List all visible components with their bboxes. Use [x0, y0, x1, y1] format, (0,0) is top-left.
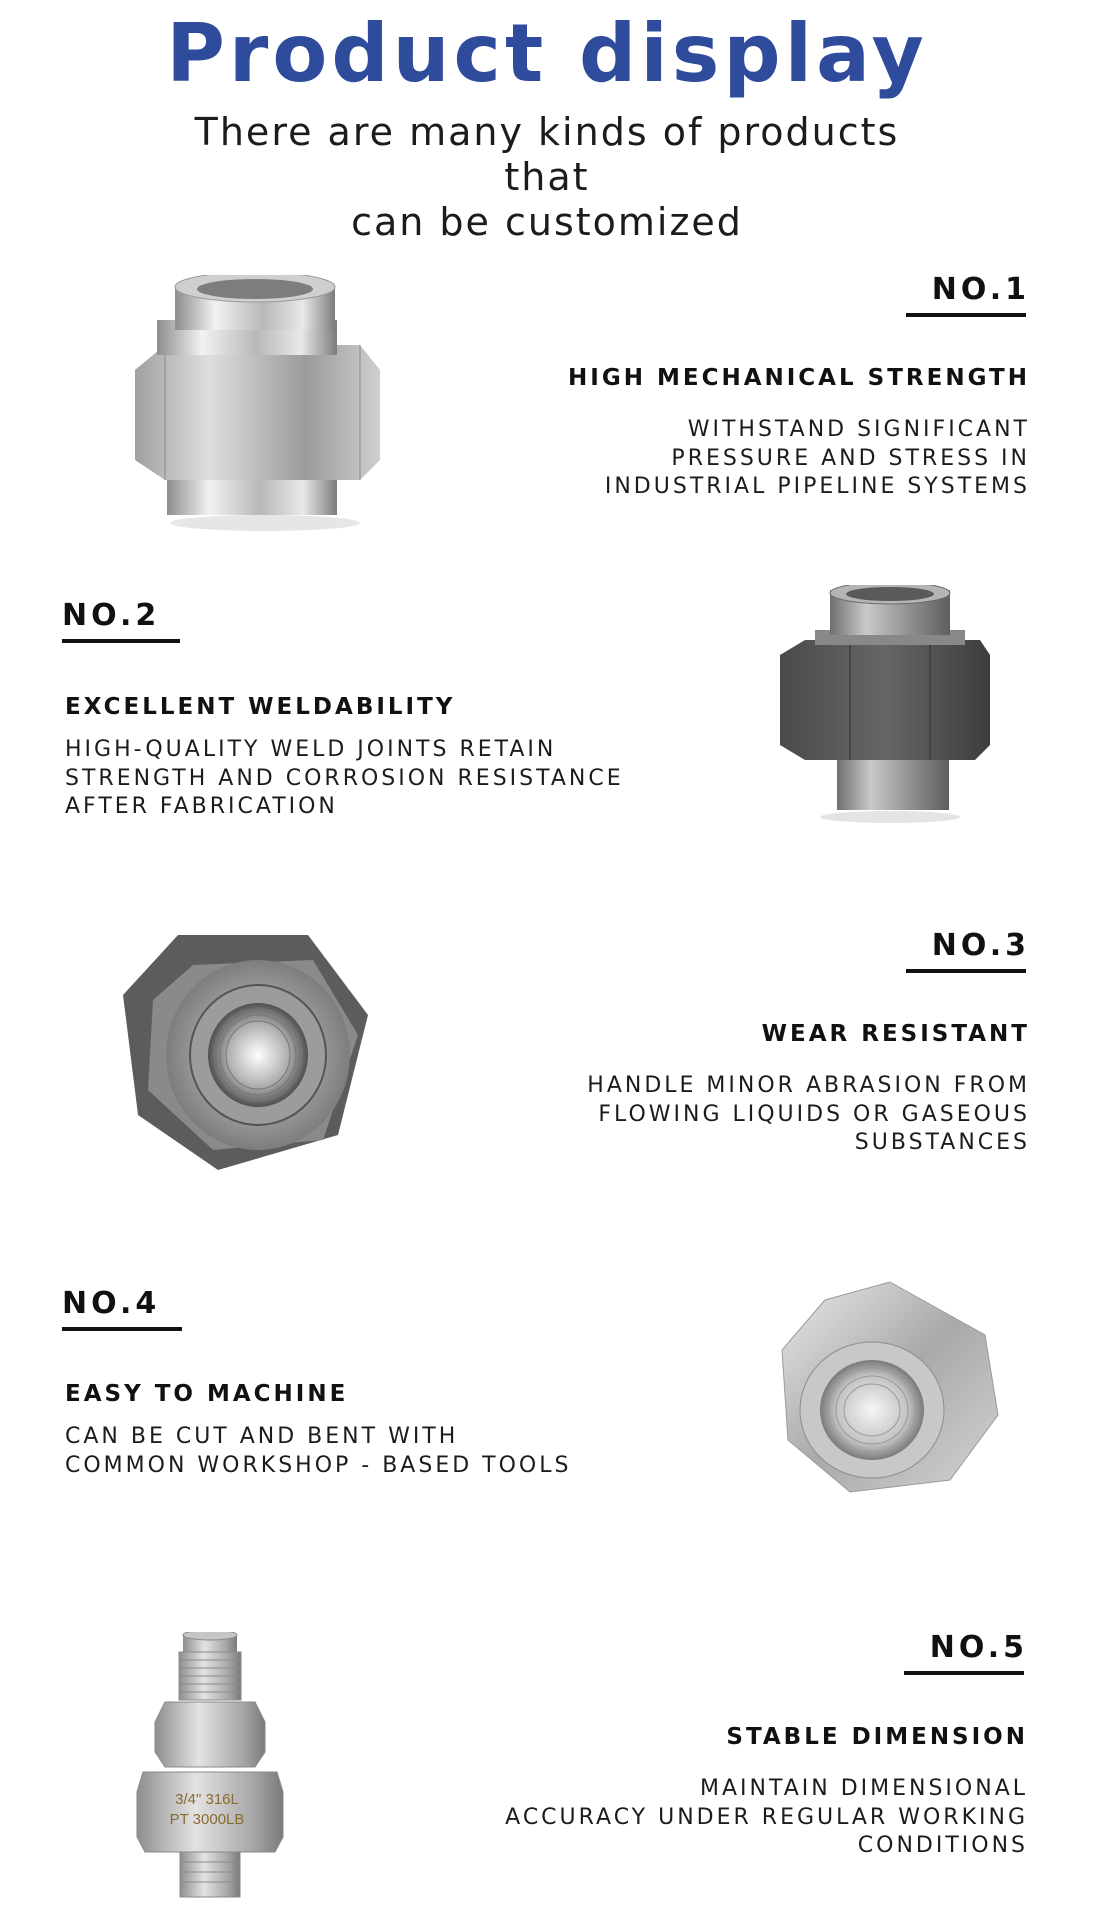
item-3-rule [906, 969, 1026, 973]
item-3-description: HANDLE MINOR ABRASION FROM FLOWING LIQUIDS OR GASEOUS SUBSTANCES [587, 1073, 1030, 1155]
item-1-feature: HIGH MECHANICAL STRENGTH [568, 365, 1030, 391]
item-2-feature: EXCELLENT WELDABILITY [65, 694, 456, 720]
item-2-description: HIGH-QUALITY WELD JOINTS RETAIN STRENGTH AND CORROSION RESISTANCE AFTER FABRICATION [65, 737, 624, 819]
product-image-threaded-union [118, 925, 378, 1175]
product-image-black-hex-union [775, 585, 1005, 825]
item-5-feature: STABLE DIMENSION [726, 1724, 1028, 1750]
item-5-number: NO.5 [929, 1630, 1028, 1665]
stamp-line-1: 3/4" 316L [175, 1791, 239, 1808]
item-2-number: NO.2 [62, 598, 161, 633]
product-image-male-threaded-union [135, 1632, 285, 1902]
product-image-hex-threaded-union [780, 1280, 1000, 1495]
item-4-number: NO.4 [62, 1286, 161, 1321]
page-title: Product display [166, 7, 928, 100]
item-4-feature: EASY TO MACHINE [65, 1381, 349, 1407]
item-1-description: WITHSTAND SIGNIFICANT PRESSURE AND STRESS IN INDUSTRIAL PIPELINE SYSTEMS [604, 417, 1030, 499]
item-5-rule [904, 1671, 1024, 1675]
item-2-rule [62, 639, 180, 643]
item-4-rule [62, 1327, 182, 1331]
item-1-rule [906, 313, 1026, 317]
stamp-line-2: PT 3000LB [169, 1811, 245, 1828]
item-4-description: CAN BE CUT AND BENT WITH COMMON WORKSHOP - BASED TOOLS [65, 1424, 572, 1478]
product-image-polished-union [125, 275, 395, 535]
item-5-description: MAINTAIN DIMENSIONAL ACCURACY UNDER REGULAR WORKING CONDITIONS [505, 1776, 1028, 1858]
page-subtitle: There are many kinds of products that can be customized [194, 110, 900, 244]
item-3-number: NO.3 [931, 928, 1030, 963]
item-3-feature: WEAR RESISTANT [761, 1021, 1030, 1047]
item-1-number: NO.1 [931, 272, 1030, 307]
